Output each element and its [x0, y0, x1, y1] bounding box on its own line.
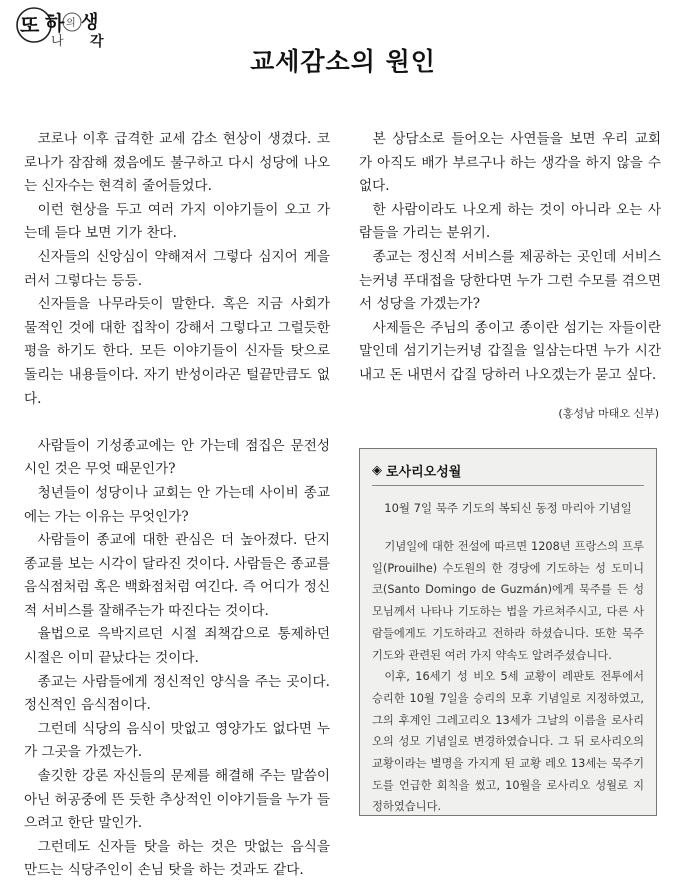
box-paragraph: 기념일에 대한 전설에 따르면 1208년 프랑스의 프루일(Prouilhe) 수도원의 한 경당에 기도하는 성 도미니코(Santo Domingo de Guzmán)에게 묵주를 든 성모님께서 나타나 기도하는 법을 가르쳐주시고, 다른 사람들에게도 기도하라고 전하라 하셨습니다. 또한 묵주기도와 관련된 여러 가지 약속도 알려주셨습니다.: [372, 540, 644, 662]
paragraph-gap: [24, 411, 330, 435]
paragraph: 본 상담소로 들어오는 사연들을 보면 우리 교회가 아직도 배가 부르구나 하는 생각을 하지 않을 수 없다.: [359, 131, 661, 195]
box-heading: [372, 459, 644, 481]
paragraph: 종교는 사람들에게 정신적인 양식을 주는 곳이다. 정신적인 음식점이다.: [24, 673, 330, 714]
paragraph: 그런데도 신자들 탓을 하는 것은 맛없는 음식을 만드는 식당주인이 손님 탓을 하는 것과도 같다.: [24, 838, 330, 879]
article-left-column: [24, 128, 330, 883]
paragraph: 사람들이 종교에 대한 관심은 더 높아졌다. 단지 종교를 보는 시각이 달라진 것이다. 사람들은 종교를 음식점처럼 혹은 백화점처럼 여긴다. 즉 어디가 정신적 서비스를 잘해주는가 따진다는 것이다.: [24, 532, 331, 619]
paragraph: 한 사람이라도 나오게 하는 것이 아니라 오는 사람들을 가리는 분위기.: [359, 201, 661, 242]
paragraph: 사람들이 기성종교에는 안 가는데 점집은 문전성시인 것은 무엇 때문인가?: [24, 437, 330, 478]
author-signature: (홍성남 마태오 신부): [558, 407, 659, 420]
page-title: 교세감소의 원인: [250, 47, 436, 76]
paragraph: 솔깃한 강론 자신들의 문제를 해결해 주는 말씀이 아닌 허공중에 뜬 듯한 추상적인 이야기들을 누가 들으려고 한단 말인가.: [24, 768, 331, 832]
paragraph: 코로나 이후 급격한 교세 감소 현상이 생겼다. 코로나가 잠잠해 졌음에도 불구하고 다시 성당에 나오는 신자수는 현격히 줄어들었다.: [24, 131, 330, 195]
diamond-icon: ◈: [372, 462, 382, 478]
paragraph: 율법으로 윽박지르던 시절 죄책감으로 통제하던 시절은 이미 끝났다는 것이다.: [24, 626, 330, 667]
svg-text:하: 하: [45, 11, 65, 35]
paragraph: 청년들이 성당이나 교회는 안 가는데 사이비 종교에는 가는 이유는 무엇인가?: [24, 484, 330, 525]
svg-text:의: 의: [66, 18, 76, 29]
svg-text:또: 또: [20, 13, 40, 37]
paragraph: 이런 현상을 두고 여러 가지 이야기들이 오고 가는데 듣다 보면 기가 찬다.: [24, 201, 330, 242]
svg-text:각: 각: [90, 34, 104, 50]
paragraph: 사제들은 주님의 종이고 종이란 섬기는 자들이란 말인데 섬기기는커녕 갑질을 일삼는다면 누가 시간 내고 돈 내면서 갑질 당하러 나오겠는가 묻고 싶다.: [359, 319, 661, 383]
paragraph: 종교는 정신적 서비스를 제공하는 곳인데 서비스는커녕 푸대접을 당한다면 누가 그런 수모를 겪으면서 성당을 가겠는가?: [359, 248, 661, 313]
divider: [372, 485, 644, 486]
box-paragraph: 이후, 16세기 성 비오 5세 교황이 레판토 전투에서 승리한 10월 7일을 승리의 모후 기념일로 지정하였고, 그의 후계인 그레고리오 13세가 그날의 이름을 로사리오의 성모 기념일로 변경하였습니다. 그 뒤 로사리오의 교황이라는 별명을 가지게 된 교황 레오 13세는 묵주기도를 언급한 회칙을 썼고, 10월을 로사리오 성월로 지정하였습니다.: [372, 670, 644, 814]
box-subtitle: 10월 7일 묵주 기도의 복되신 동정 마리아 기념일: [384, 501, 632, 515]
rosary-month-box: [359, 448, 657, 816]
paragraph: 신자들을 나무라듯이 말한다. 혹은 지금 사회가 물적인 것에 대한 집착이 강해서 그렇다고 그럴듯한 평을 하기도 한다. 모든 이야기들이 신자들 탓으로 돌리는 내용들이다. 자기 반성이라곤 털끝만큼도 없다.: [24, 296, 330, 407]
svg-text:생: 생: [81, 12, 99, 33]
paragraph: 그런데 식당의 음식이 맛없고 영양가도 없다면 누가 그곳을 가겠는가.: [24, 720, 330, 761]
box-heading-label: 로사리오성월: [386, 464, 462, 480]
article-right-column: [359, 128, 661, 388]
svg-text:나: 나: [51, 34, 64, 49]
paragraph: 신자들의 신앙심이 약해져서 그렇다 심지어 게을러서 그렇다는 등등.: [24, 248, 330, 289]
